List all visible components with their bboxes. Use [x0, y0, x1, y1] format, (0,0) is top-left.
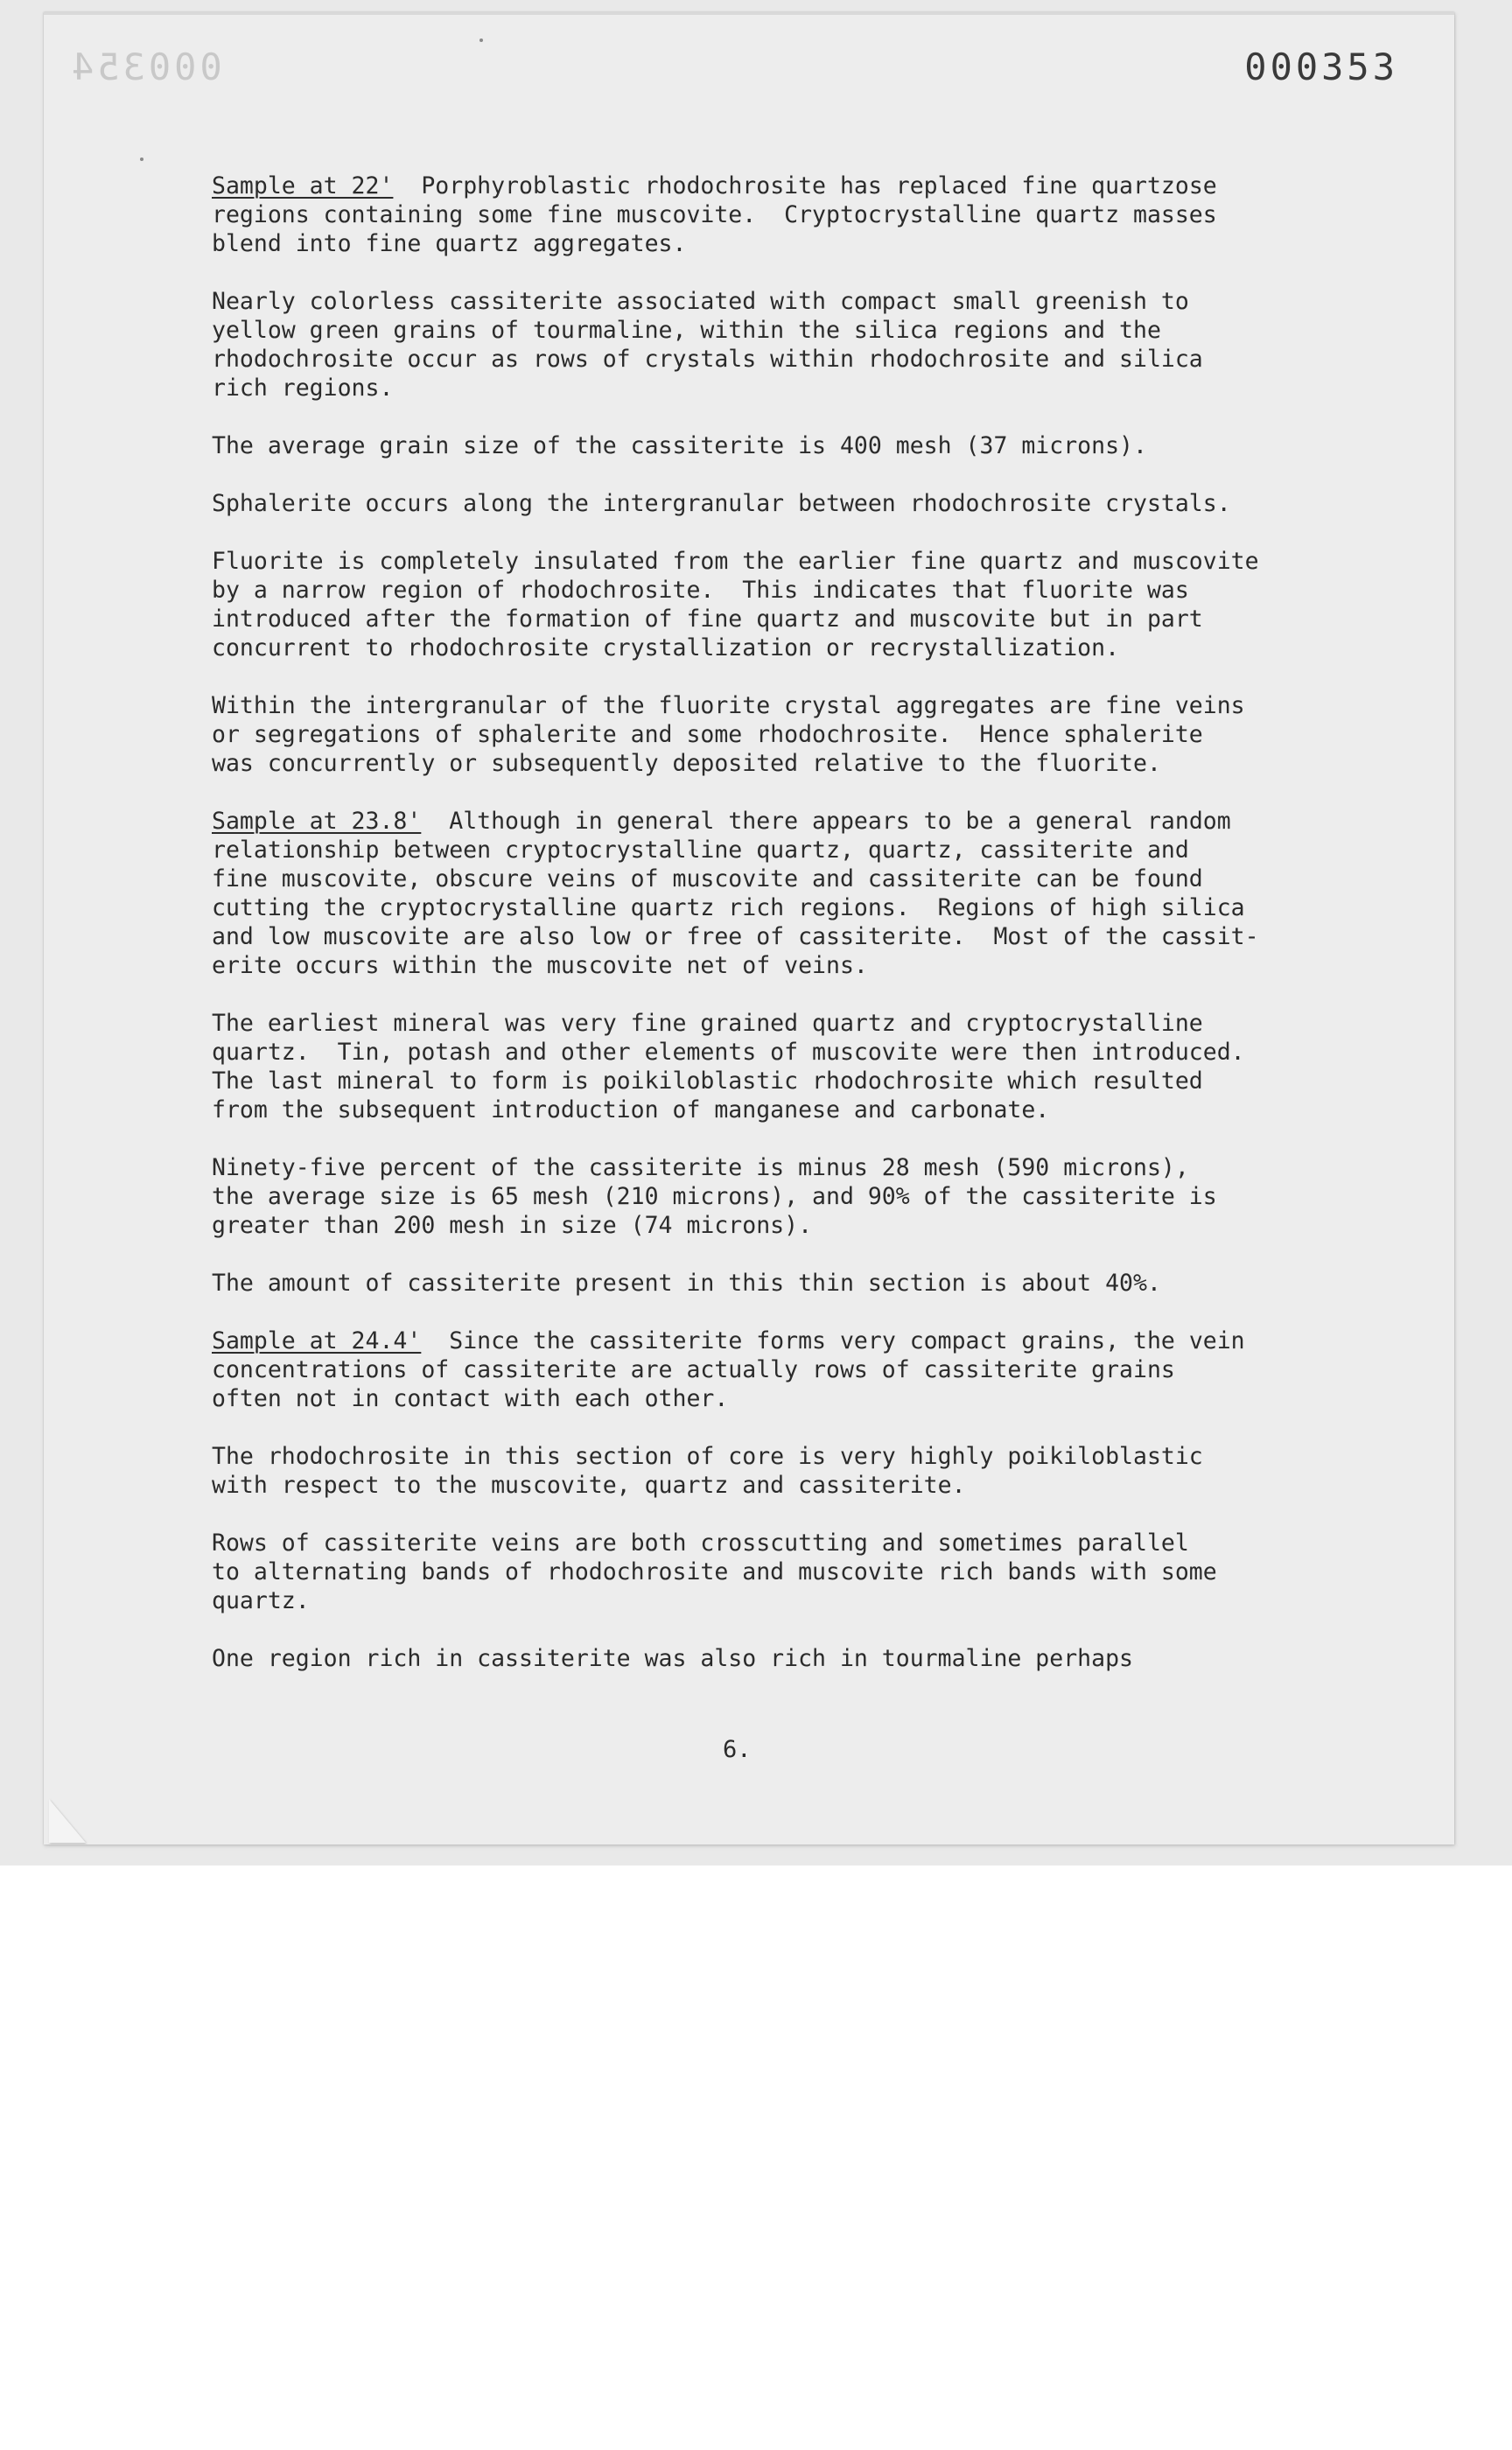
paragraph: One region rich in cassiterite was also rich in tourmaline perhaps: [212, 1645, 1133, 1672]
paragraph: Within the intergranular of the fluorite crystal aggregates are fine veins or segregations of sphalerite and some rhodochrosite. Hence sphalerite was concurrently or subsequently deposited relative to the fluorite.: [212, 692, 1245, 777]
paragraph-text: Porphyroblastic rhodochrosite has replaced fine quartzose regions containing some fine muscovite. Cryptocrystalline quartz masses blend into fine quartz aggregates.: [212, 172, 1217, 257]
scan-speck: [140, 158, 144, 161]
folded-corner: [49, 1799, 86, 1843]
page-body: [212, 172, 1340, 1673]
page-number: 6.: [723, 1736, 752, 1763]
paragraph-sample-22: [212, 172, 1340, 258]
paragraph-text: Although in general there appears to be a general random relationship between cryptocrystalline quartz, quartz, cassiterite and fine muscovite, obscure veins of muscovite and cassiterite can be found cutting the cryptocrystalline quartz rich regions. Regions of high silica and low muscovite are also low or free of cassiterite. Most of the cassit- erite occurs within the muscovite net of veins.: [212, 808, 1259, 979]
paragraph: Sphalerite occurs along the intergranular between rhodochrosite crystals.: [212, 490, 1231, 517]
paragraph: The amount of cassiterite present in this thin section is about 40%.: [212, 1270, 1161, 1297]
paragraph: The earliest mineral was very fine grained quartz and cryptocrystalline quartz. Tin, potash and other elements of muscovite were then introduced. The last mineral to form is poikiloblastic rhodochrosite which resulted from the subsequent introduction of manganese and carbonate.: [212, 1010, 1245, 1124]
paragraph-text: Since the cassiterite forms very compact grains, the vein concentrations of cassiterite are actually rows of cassiterite grains often not in contact with each other.: [212, 1327, 1245, 1412]
document-number: 000353: [1244, 46, 1398, 88]
sample-heading: Sample at 23.8': [212, 808, 422, 835]
page-top-edge: [44, 12, 1454, 15]
sample-heading: Sample at 24.4': [212, 1327, 422, 1354]
paragraph: Ninety-five percent of the cassiterite is minus 28 mesh (590 microns), the average size is 65 mesh (210 microns), and 90% of the cassiterite is greater than 200 mesh in size (74 microns).: [212, 1154, 1217, 1239]
paragraph: The average grain size of the cassiterite is 400 mesh (37 microns).: [212, 432, 1147, 459]
paragraph: Nearly colorless cassiterite associated with compact small greenish to yellow green grains of tourmaline, within the silica regions and the rhodochrosite occur as rows of crystals within rhodochrosite and silica rich regions.: [212, 288, 1203, 402]
sample-heading: Sample at 22': [212, 172, 394, 200]
paragraph: Fluorite is completely insulated from the earlier fine quartz and muscovite by a narrow region of rhodochrosite. This indicates that fluorite was introduced after the formation of fine quartz and muscovite but in part concurrent to rhodochrosite crystallization or recrystallization.: [212, 548, 1259, 662]
scan-speck: [480, 38, 483, 42]
paragraph: The rhodochrosite in this section of core is very highly poikiloblastic with respect to the muscovite, quartz and cassiterite.: [212, 1443, 1203, 1499]
paragraph-sample-24-4: [212, 1326, 1340, 1413]
bleed-through-document-number: 000354: [68, 46, 222, 88]
paragraph-sample-23-8: [212, 807, 1340, 980]
paragraph: Rows of cassiterite veins are both crosscutting and sometimes parallel to alternating bands of rhodochrosite and muscovite rich bands with some quartz.: [212, 1530, 1217, 1614]
